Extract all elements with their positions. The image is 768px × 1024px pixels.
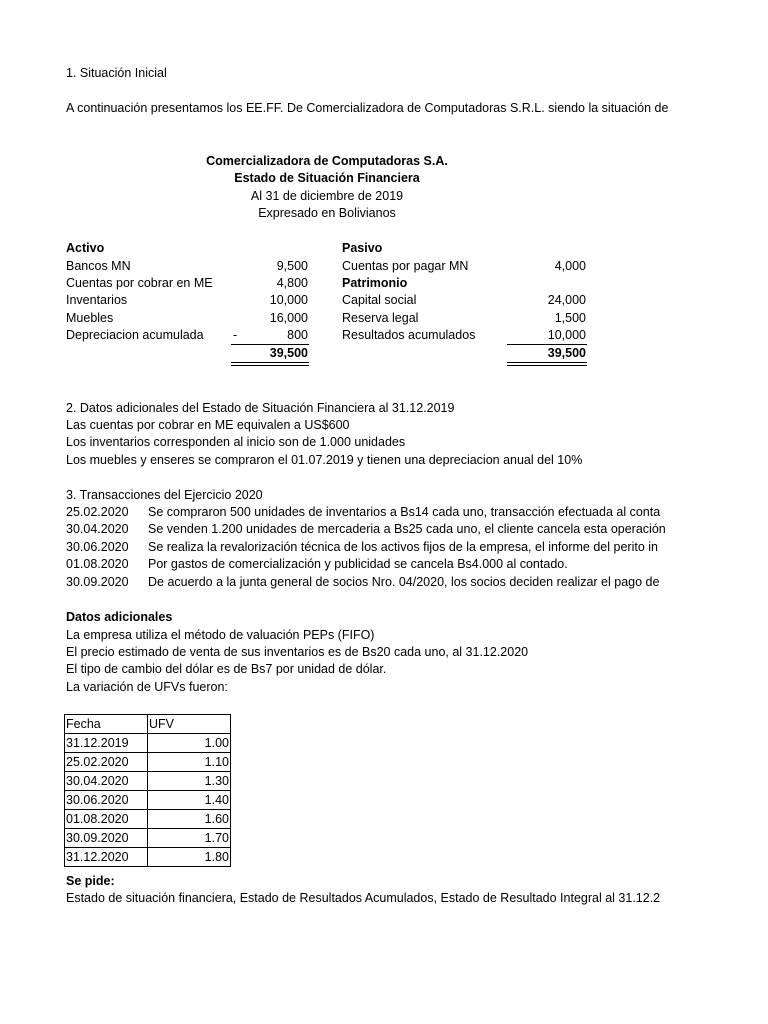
ufv-header-value: UFV (148, 715, 231, 734)
section-1-title: 1. Situación Inicial (66, 66, 167, 80)
asset-label: Inventarios (66, 293, 128, 307)
section-1-intro: A continuación presentamos los EE.FF. De Comercializadora de Computadoras S.R.L. siendo la situación de (66, 101, 669, 115)
transaction-date: 30.09.2020 (66, 575, 129, 589)
additional-title: Datos adicionales (66, 610, 173, 624)
liab-total: 39,500 (547, 346, 586, 360)
asset-sign: - (233, 328, 238, 342)
equity-value: 10,000 (547, 328, 586, 342)
asset-label: Depreciacion acumulada (66, 328, 204, 342)
transaction-text: Se compraron 500 unidades de inventarios a Bs14 cada uno, transacción efectuada al conta (148, 505, 661, 519)
additional-line: El tipo de cambio del dólar es de Bs7 por unidad de dólar. (66, 662, 387, 676)
ufv-header-row (65, 715, 231, 734)
statement-currency: Expresado en Bolivianos (258, 206, 396, 220)
ufv-header-date: Fecha (65, 715, 148, 734)
liability-value: 4,000 (554, 259, 586, 273)
transaction-date: 30.06.2020 (66, 540, 129, 554)
asset-value: 16,000 (269, 311, 308, 325)
transaction-text: De acuerdo a la junta general de socios Nro. 04/2020, los socios deciden realizar el pago de (148, 575, 660, 589)
additional-line: La variación de UFVs fueron: (66, 680, 228, 694)
table-row (65, 772, 231, 791)
section-2-line: Los muebles y enseres se compraron el 01.07.2019 y tienen una depreciacion anual del 10% (66, 453, 583, 467)
transaction-date: 25.02.2020 (66, 505, 129, 519)
table-row (65, 829, 231, 848)
equity-label: Capital social (342, 293, 417, 307)
ufv-date: 30.09.2020 (65, 829, 148, 848)
equity-label: Resultados acumulados (342, 328, 476, 342)
ufv-date: 31.12.2019 (65, 734, 148, 753)
equity-value: 1,500 (554, 311, 586, 325)
ufv-date: 31.12.2020 (65, 848, 148, 867)
liability-label: Cuentas por pagar MN (342, 259, 469, 273)
statement-date: Al 31 de diciembre de 2019 (250, 189, 404, 203)
asset-label: Muebles (66, 311, 114, 325)
transaction-date: 30.04.2020 (66, 522, 129, 536)
ufv-date: 25.02.2020 (65, 753, 148, 772)
asset-value: 800 (287, 328, 308, 342)
asset-value: 9,500 (276, 259, 308, 273)
table-row (65, 848, 231, 867)
section-2-line: Los inventarios corresponden al inicio son de 1.000 unidades (66, 435, 406, 449)
asset-label: Cuentas por cobrar en ME (66, 276, 213, 290)
ufv-value: 1.30 (148, 772, 231, 791)
liabilities-heading: Pasivo (342, 241, 383, 255)
assets-heading: Activo (66, 241, 105, 255)
transaction-text: Por gastos de comercialización y publicidad se cancela Bs4.000 al contado. (148, 557, 568, 571)
asset-value: 10,000 (269, 293, 308, 307)
statement-company: Comercializadora de Computadoras S.A. (206, 154, 448, 168)
ufv-table (64, 714, 231, 867)
request-text: Estado de situación financiera, Estado de Resultados Acumulados, Estado de Resultado Integral al 31.12.2 (66, 891, 661, 905)
equity-label: Reserva legal (342, 311, 419, 325)
section-3-title: 3. Transacciones del Ejercicio 2020 (66, 488, 263, 502)
liab-total-double-rule (507, 362, 587, 366)
transaction-text: Se realiza la revalorización técnica de los activos fijos de la empresa, el informe del perito in (148, 540, 658, 554)
ufv-date: 30.04.2020 (65, 772, 148, 791)
asset-value: 4,800 (276, 276, 308, 290)
ufv-value: 1.70 (148, 829, 231, 848)
section-2-line: Las cuentas por cobrar en ME equivalen a US$600 (66, 418, 350, 432)
ufv-value: 1.10 (148, 753, 231, 772)
equity-heading: Patrimonio (342, 276, 408, 290)
equity-value: 24,000 (547, 293, 586, 307)
table-row (65, 734, 231, 753)
ufv-value: 1.00 (148, 734, 231, 753)
request-title: Se pide: (66, 874, 115, 888)
additional-line: La empresa utiliza el método de valuación PEPs (FIFO) (66, 628, 375, 642)
transaction-date: 01.08.2020 (66, 557, 129, 571)
asset-label: Bancos MN (66, 259, 131, 273)
ufv-value: 1.40 (148, 791, 231, 810)
table-row (65, 753, 231, 772)
ufv-date: 01.08.2020 (65, 810, 148, 829)
table-row (65, 791, 231, 810)
table-row (65, 810, 231, 829)
section-2-title: 2. Datos adicionales del Estado de Situación Financiera al 31.12.2019 (66, 401, 455, 415)
additional-line: El precio estimado de venta de sus inventarios es de Bs20 cada uno, al 31.12.2020 (66, 645, 529, 659)
statement-name: Estado de Situación Financiera (234, 171, 420, 185)
assets-total-double-rule (231, 362, 309, 366)
ufv-value: 1.80 (148, 848, 231, 867)
transaction-text: Se venden 1.200 unidades de mercaderia a Bs25 cada uno, el cliente cancela esta operación (148, 522, 666, 536)
ufv-date: 30.06.2020 (65, 791, 148, 810)
ufv-value: 1.60 (148, 810, 231, 829)
assets-total: 39,500 (269, 346, 308, 360)
